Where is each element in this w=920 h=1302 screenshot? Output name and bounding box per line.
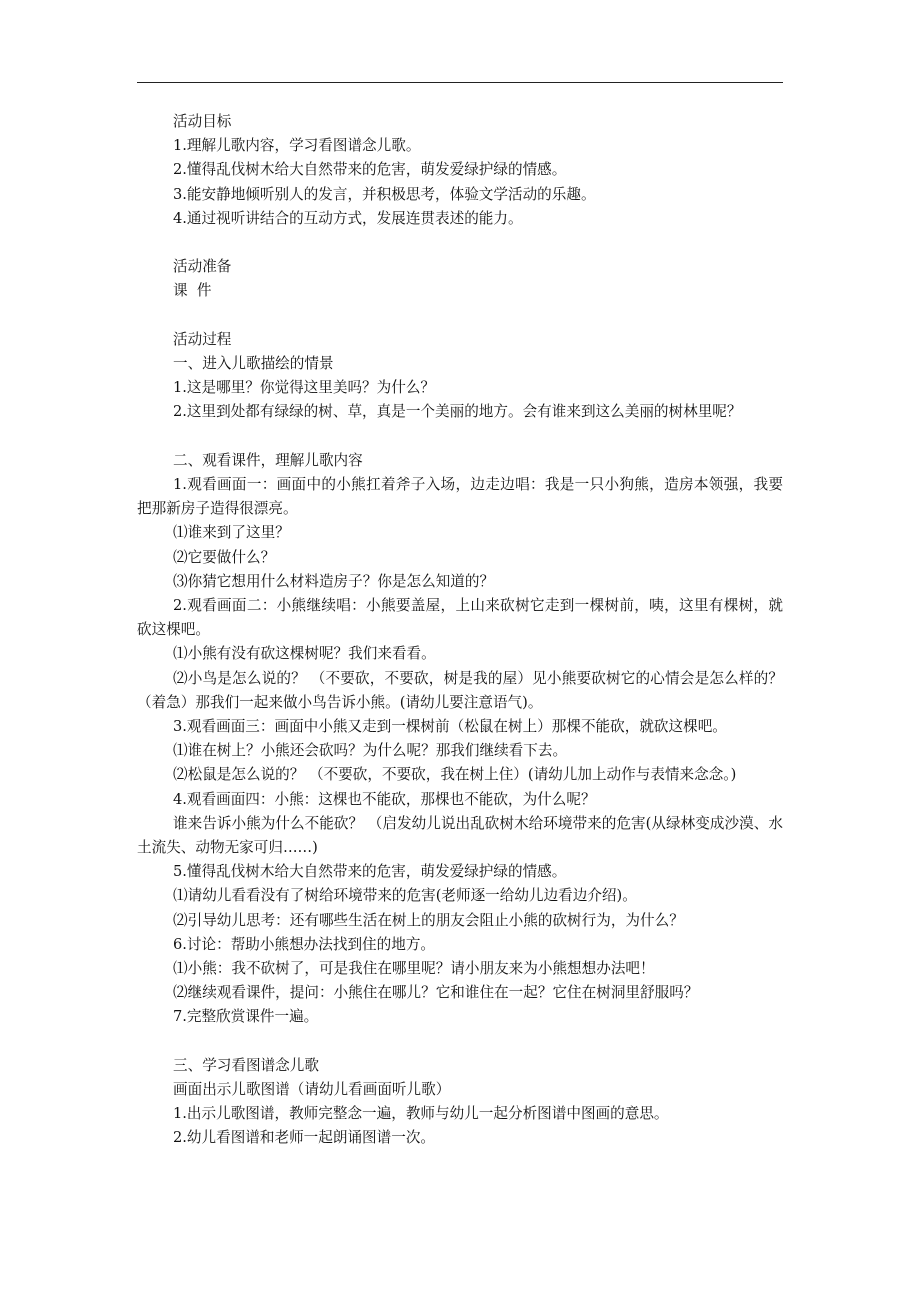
step-paragraph: 4.观看画面四：小熊：这棵也不能砍，那棵也不能砍，为什么呢？ xyxy=(173,790,596,808)
question-item: ⑴请幼儿看看没有了树给环境带来的危害(老师逐一给幼儿边看边介绍)。 xyxy=(173,887,637,905)
question-item: ⑴谁来到了这里？ xyxy=(173,524,290,542)
step-paragraph: 7.完整欣赏课件一遍。 xyxy=(173,1008,319,1026)
goal-item: 2.懂得乱伐树木给大自然带来的危害，萌发爱绿护绿的情感。 xyxy=(173,161,567,179)
section-title: 三、学习看图谱念儿歌 xyxy=(173,1056,319,1074)
section1-item: 2.这里到处都有绿绿的树、草，真是一个美丽的地方。会有谁来到这么美丽的树林里呢？ xyxy=(173,403,742,421)
answer-paragraph: 谁来告诉小熊为什么不能砍？ （启发幼儿说出乱砍树木给环境带来的危害(从绿林变成沙漠、水土流失、动物无家可归……) xyxy=(137,814,783,857)
section-title: 二、观看课件，理解儿歌内容 xyxy=(173,451,363,469)
header-rule xyxy=(137,82,783,83)
step-paragraph: 2.观看画面二：小熊继续唱：小熊要盖屋，上山来砍树它走到一棵树前，咦，这里有棵树，就砍这棵吧。 xyxy=(137,597,783,639)
question-item: ⑵它要做什么？ xyxy=(173,548,276,566)
section-title: 一、进入儿歌描绘的情景 xyxy=(173,355,334,372)
question-item: ⑵引导幼儿思考：还有哪些生活在树上的朋友会阻止小熊的砍树行为，为什么？ xyxy=(173,911,684,929)
section3-item: 1.出示儿歌图谱，教师完整念一遍，教师与幼儿一起分析图谱中图画的意思。 xyxy=(173,1105,669,1123)
process-heading: 活动过程 xyxy=(173,330,232,348)
goal-item: 1.理解儿歌内容，学习看图谱念儿歌。 xyxy=(173,137,421,155)
question-item: ⑵小鸟是怎么说的？ （不要砍，不要砍，树是我的屋）见小熊要砍树它的心情会是怎么样的？ （着急）那我们一起来做小鸟告诉小熊。(请幼儿要注意语气)。 xyxy=(137,669,783,711)
section3-item: 2.幼儿看图谱和老师一起朗诵图谱一次。 xyxy=(173,1129,436,1147)
step-paragraph: 6.讨论：帮助小熊想办法找到住的地方。 xyxy=(173,935,436,953)
step-paragraph: 3.观看画面三：画面中小熊又走到一棵树前（松鼠在树上）那棵不能砍，就砍这棵吧。 xyxy=(173,718,727,736)
prep-heading: 活动准备 xyxy=(173,258,232,276)
prep-item: 课 件 xyxy=(173,282,212,300)
question-item: ⑵继续观看课件，提问：小熊住在哪儿？它和谁住在一起？它住在树洞里舒服吗？ xyxy=(173,984,699,1002)
question-item: ⑴谁在树上？小熊还会砍吗？为什么呢？那我们继续看下去。 xyxy=(173,742,568,760)
goal-item: 4.通过视听讲结合的互动方式，发展连贯表述的能力。 xyxy=(173,209,523,227)
goals-heading: 活动目标 xyxy=(173,113,232,130)
section1-item: 1.这是哪里？你觉得这里美吗？为什么？ xyxy=(173,379,436,397)
question-item: ⑴小熊：我不砍树了，可是我住在哪里呢？请小朋友来为小熊想想办法吧！ xyxy=(173,960,655,978)
document-body xyxy=(137,110,783,1151)
step-paragraph: 1.观看画面一：画面中的小熊扛着斧子入场，边走边唱：我是一只小狗熊，造房本领强，我要把那新房子造得很漂亮。 xyxy=(137,476,783,518)
question-item: ⑵松鼠是怎么说的？ （不要砍，不要砍，我在树上住）(请幼儿加上动作与表情来念念。) xyxy=(173,766,737,784)
goal-item: 3.能安静地倾听别人的发言，并积极思考，体验文学活动的乐趣。 xyxy=(173,185,596,203)
question-item: ⑶你猜它想用什么材料造房子？你是怎么知道的？ xyxy=(173,572,495,590)
question-item: ⑴小熊有没有砍这棵树呢？我们来看看。 xyxy=(173,645,436,663)
step-paragraph: 5.懂得乱伐树木给大自然带来的危害，萌发爱绿护绿的情感。 xyxy=(173,863,567,881)
section3-intro: 画面出示儿歌图谱（请幼儿看画面听儿歌） xyxy=(173,1081,451,1099)
